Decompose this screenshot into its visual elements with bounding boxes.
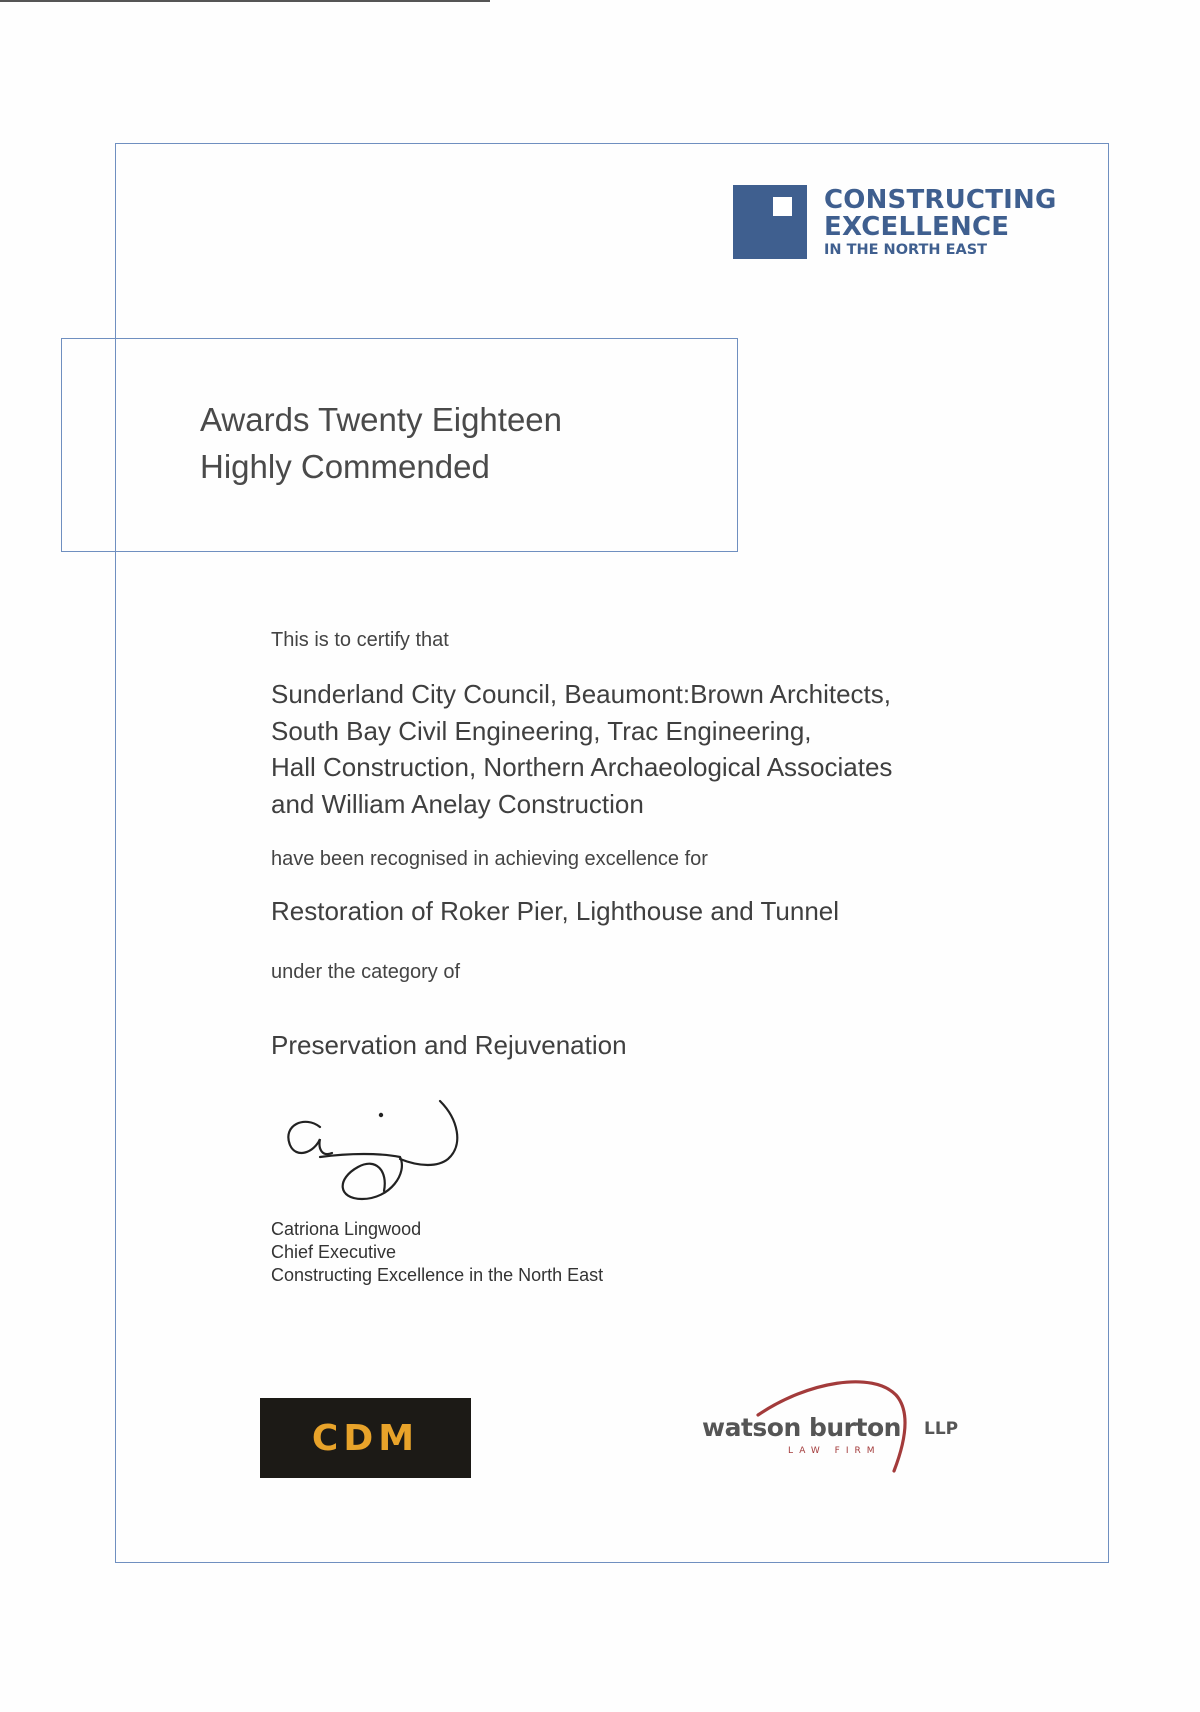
cdm-sponsor-logo [260, 1398, 471, 1478]
constructing-excellence-logo [733, 185, 1057, 261]
recipient-line: Hall Construction, Northern Archaeological Associates [271, 752, 893, 782]
recipients-list [271, 676, 892, 822]
signer-organisation: Constructing Excellence in the North East [271, 1265, 604, 1285]
award-title: Awards Twenty Eighteen [200, 401, 563, 438]
recipient-line: and William Anelay Construction [271, 788, 644, 819]
category-name: Preservation and Rejuvenation [271, 1030, 627, 1060]
ce-logo-square-icon [733, 185, 807, 259]
cdm-logo-text: CDM [311, 1418, 420, 1459]
scan-edge-line [0, 0, 490, 2]
recipient-line: South Bay Civil Engineering, Trac Engineering, [271, 715, 812, 746]
logo-line-3: IN THE NORTH EAST [824, 242, 988, 258]
signer-name: Catriona Lingwood [271, 1219, 422, 1239]
watson-burton-tagline: LAW FIRM [788, 1446, 881, 1456]
signer-role: Chief Executive [271, 1242, 397, 1262]
recognised-text: have been recognised in achieving excellence for [271, 848, 708, 870]
watson-burton-wordmark: watson burton [702, 1413, 901, 1442]
signer-block [271, 1218, 603, 1287]
certify-intro: This is to certify that [271, 629, 449, 651]
watson-burton-llp: LLP [924, 1419, 959, 1439]
title-box [61, 338, 738, 552]
award-subtitle: Highly Commended [200, 448, 490, 485]
ce-logo-inner-square [773, 197, 792, 216]
logo-line-2: EXCELLENCE [824, 212, 1010, 242]
watson-burton-sponsor-logo [698, 1375, 968, 1475]
category-intro: under the category of [271, 961, 461, 983]
recipient-line: Sunderland City Council, Beaumont:Brown Architects, [271, 679, 891, 709]
project-name: Restoration of Roker Pier, Lighthouse and Tunnel [271, 896, 840, 926]
handwritten-signature-icon [280, 1095, 480, 1205]
logo-line-1: CONSTRUCTING [824, 185, 1057, 215]
